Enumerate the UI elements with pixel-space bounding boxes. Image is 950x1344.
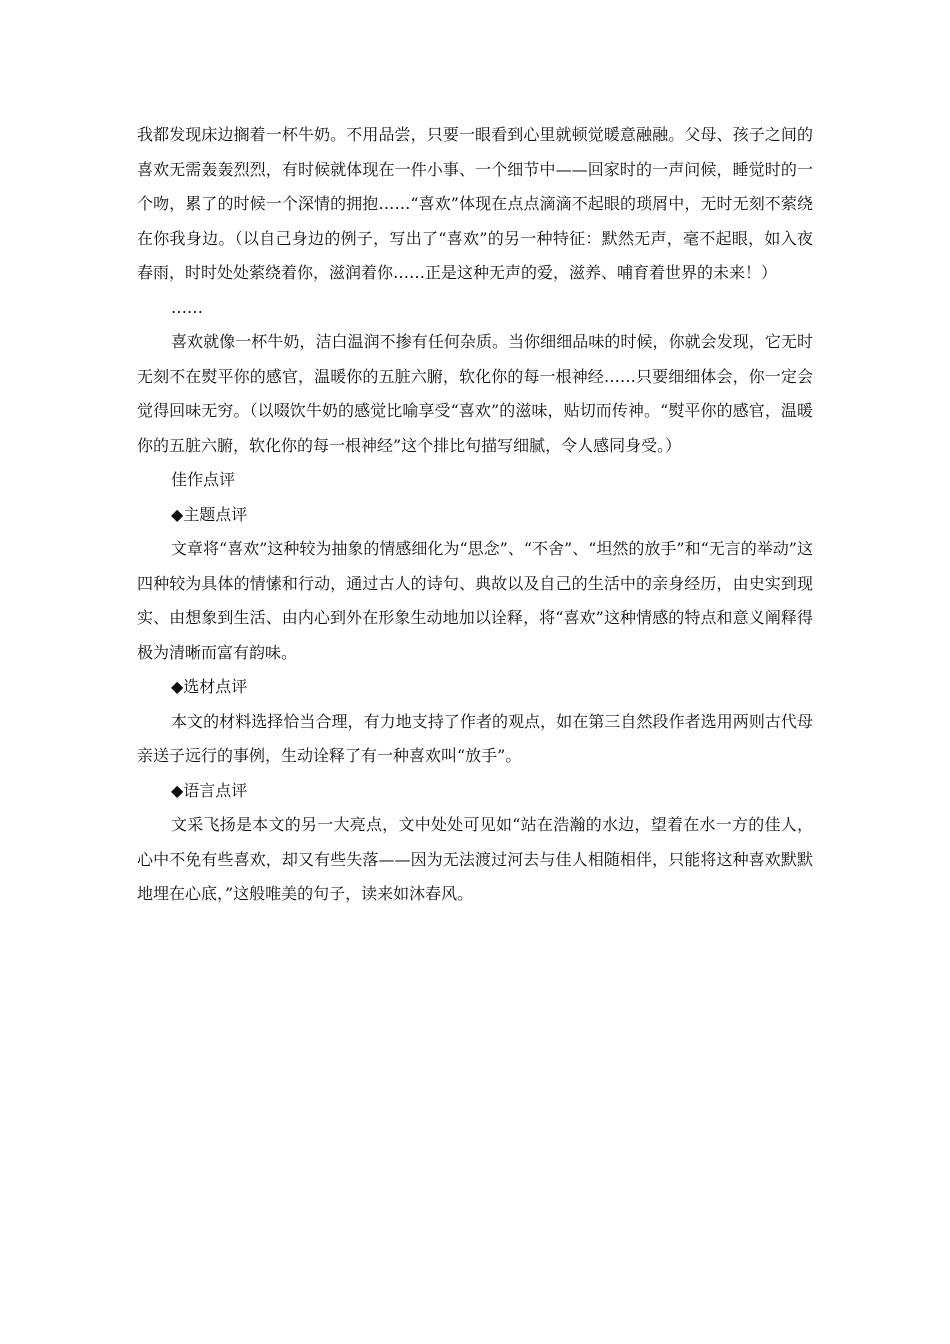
paragraph-milk-metaphor: 喜欢就像一杯牛奶，洁白温润不掺有任何杂质。当你细细品味的时候，你就会发现，它无时无刻不在熨平你的感官，温暖你的五脏六腑，软化你的每一根神经……只要细细体会，你一定会觉得回味无穷。（以啜饮牛奶的感觉比喻享受“喜欢”的滋味，贴切而传神。“熨平你的感官，温暖你的五脏六腑，软化你的每一根神经”这个排比句描写细腻，令人感同身受。） [137,332,813,455]
paragraph-family-love: 我都发现床边搁着一杯牛奶。不用品尝，只要一眼看到心里就顿觉暖意融融。父母、孩子之间的喜欢无需轰轰烈烈，有时候就体现在一件小事、一个细节中——回家时的一声问候，睡觉时的一个吻，累了的时候一个深情的拥抱……“喜欢”体现在点点滴滴不起眼的琐屑中，无时无刻不萦绕在你我身边。（以自己身边的例子，写出了“喜欢”的另一种特征：默然无声，毫不起眼，如入夜春雨，时时处处萦绕着你，滋润着你……正是这种无声的爱，滋养、哺育着世界的未来！） [137,125,813,282]
paragraph-material-review: 本文的材料选择恰当合理，有力地支持了作者的观点，如在第三自然段作者选用两则古代母亲送子远行的事例，生动诠释了有一种喜欢叫“放手”。 [137,711,813,765]
heading-language-review: ◆语言点评 [171,780,248,800]
paragraph-language-review: 文采飞扬是本文的另一大亮点，文中处处可见如“站在浩瀚的水边，望着在水一方的佳人，心中不免有些喜欢，却又有些失落——因为无法渡过河去与佳人相随相伴，只能将这种喜欢默默地埋在心底，”这般唯美的句子，读来如沐春风。 [137,815,813,903]
paragraph-ellipsis: …… [171,297,203,317]
section-title-review: 佳作点评 [171,470,236,489]
heading-material-review: ◆选材点评 [171,677,248,696]
paragraph-theme-review: 文章将“喜欢”这种较为抽象的情感细化为“思念”、“不舍”、“坦然的放手”和“无言的举动”这四种较为具体的情愫和行动，通过古人的诗句、典故以及自己的生活中的亲身经历，由史实到现实、由想象到生活、由内心到外在形象生动地加以诠释，将“喜欢”这种情感的特点和意义阐释得极为清晰而富有韵味。 [137,539,813,662]
document-page [137,118,813,912]
heading-theme-review: ◆主题点评 [171,504,248,524]
